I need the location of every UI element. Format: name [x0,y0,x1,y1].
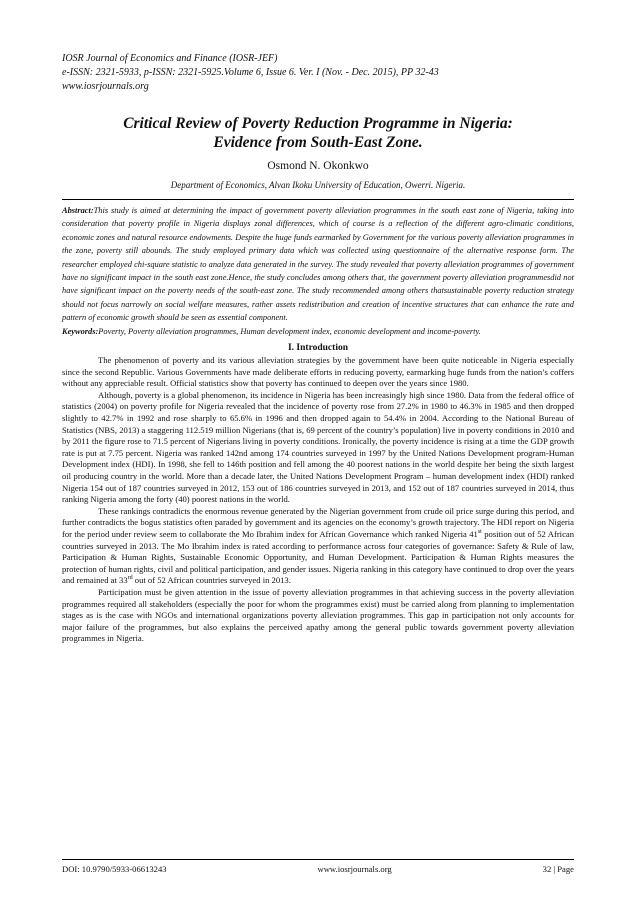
abstract-top-rule [62,199,574,200]
abstract [62,204,574,325]
p3-part-c: out of 52 African countries surveyed in 2013. [132,575,291,586]
p3-part-b: position out of 52 African countries surveyed in 2013. The Mo Ibrahim index is rated according to performance across four categories of governance: Safety & Rule of law, Participation & Human Rights, Sustainable Economic Opportunity, and Human Development. Participation & Human Rights measures the protection of human rights, civil and political participation, and gender issues. Nigeria ranking in this category have continued to drop over the years and remained at 33 [62,528,574,586]
keywords [62,325,574,338]
paper-title [62,114,574,152]
p3-part-a: These rankings contradicts the enormous revenue generated by the Nigerian government from crude oil price surge during this period, and further contradicts the bogus statistics often paraded by government and its agencies on the economy’s growth trajectory. The HDI report on Nigeria for the period under review seem to collaborate the Mo Ibrahim index for African Governance which ranked Nigeria 41 [62,505,574,539]
section-heading-introduction: I. Introduction [287,343,348,354]
p3-superscript-rd: rd [127,575,133,582]
intro-paragraph-3 [62,506,574,587]
title-line-2: Evidence from South-East Zone. [213,134,423,151]
p3-superscript-st: st [477,529,482,536]
journal-header [62,52,574,94]
footer-doi: DOI: 10.9790/5933-06613243 [62,864,167,874]
journal-name: IOSR Journal of Economics and Finance (IOSR-JEF) [62,53,278,64]
intro-paragraph-4: Participation must be given attention in the issue of poverty alleviation programmes in that achieving success in the poverty alleviation programmes required all stakeholders (especially the poor for whom the programmes exist) must be carried along from planning to implementation stages as is the case with NGOs and international organizations poverty alleviation programmes. This gap in participation not only accounts for major failure of the programmes, but also explains the perceived apathy among the general public towards government poverty alleviation programmes in Nigeria. [62,586,574,644]
footer-website: www.iosrjournals.org [317,864,392,874]
page-footer [62,859,574,874]
journal-website: www.iosrjournals.org [62,81,149,92]
abstract-text: This study is aimed at determining the impact of government poverty alleviation programmes in the south east zone of Nigeria, taking into consideration that poverty profile in Nigeria displays zonal differences, which of course is a reflection of the different agro-climatic conditions, economic zones and natural resource endowments. Despite the huge funds earmarked by Government for the various poverty alleviation programmes in the zone, poverty still abounds. The study employed primary data which was collected using questionnaire of the alternative response form. The researcher employed chi-square statistic to analyze data generated in the survey. The study revealed that poverty alleviation programmes of government have no significant impact in the south east zone.Hence, the study concludes among others that, the government poverty alleviation programmesdid not have significant impact on the poverty needs of the south-east zone. The study recommended among others thatsustainable poverty reduction strategy should not focus narrowly on social welfare measures, rather assets redistribution and creation of incentive structures that can enhance the rate and pattern of economic growth should be seen as essential component. [62,206,574,323]
abstract-label: Abstract: [62,206,94,215]
paper-page [62,52,574,645]
footer-rule [62,859,574,860]
title-line-1: Critical Review of Poverty Reduction Programme in Nigeria: [123,115,513,132]
intro-paragraph-2: Although, poverty is a global phenomenon, its incidence in Nigeria has been increasingly high since 1980. Data from the federal office of statistics (2004) on poverty profile for Nigeria revealed that the incidence of poverty rose from 27.2% in 1980 to 46.3% in 1985 and then dropped slightly to 42.7% in 1992 and rose sharply to 65.6% in 1996 and then dropped again to 54.4% in 2004. According to the National Bureau of Statistics (NBS, 2013) a staggering 112.519 million Nigerians (that is, 69 percent of the country’s population) live in poverty conditions in 2010 and by 2011 the figure rose to 71.5 percent of Nigerians living in poverty conditions. Ironically, the poverty incidence is rising at a time the GDP growth rate is put at 7.75 percent. Nigeria was ranked 142nd among 174 countries surveyed in 1997 by the United Nations Development program-Human Development index (HDI). In 1998, she fell to 146th position and fell among the 40 poorest nations in the world despite her being the sixth largest oil producing country in the world. More than a decade later, the United Nations Development Program – human development index (HDI) ranked Nigeria 154 out of 187 countries surveyed in 2012, 153 out of 186 countries surveyed in 2013, and 152 out of 187 countries surveyed in 2014, thus ranking Nigeria among the forty (40) poorest nations in the world. [62,389,574,505]
keywords-label: Keywords: [62,326,99,336]
footer-page-number: 32 | Page [542,864,574,874]
author-affiliation: Department of Economics, Alvan Ikoku University of Education, Owerri. Nigeria. [170,180,466,190]
author-name: Osmond N. Okonkwo [267,160,369,172]
journal-issn: e-ISSN: 2321-5933, p-ISSN: 2321-5925.Volume 6, Issue 6. Ver. I (Nov. - Dec. 2015), PP 32-43 [62,67,439,78]
keywords-text: Poverty, Poverty alleviation programmes, Human development index, economic development and income-poverty. [98,326,481,336]
intro-paragraph-1: The phenomenon of poverty and its various alleviation strategies by the government have been quite noticeable in Nigeria especially since the second Republic. Various Governments have made deliberate efforts in reducing poverty, earmarking huge funds from the nation’s coffers without any appreciable result. Official statistics show that poverty has continued to deepen over the years since 1980. [62,355,574,389]
